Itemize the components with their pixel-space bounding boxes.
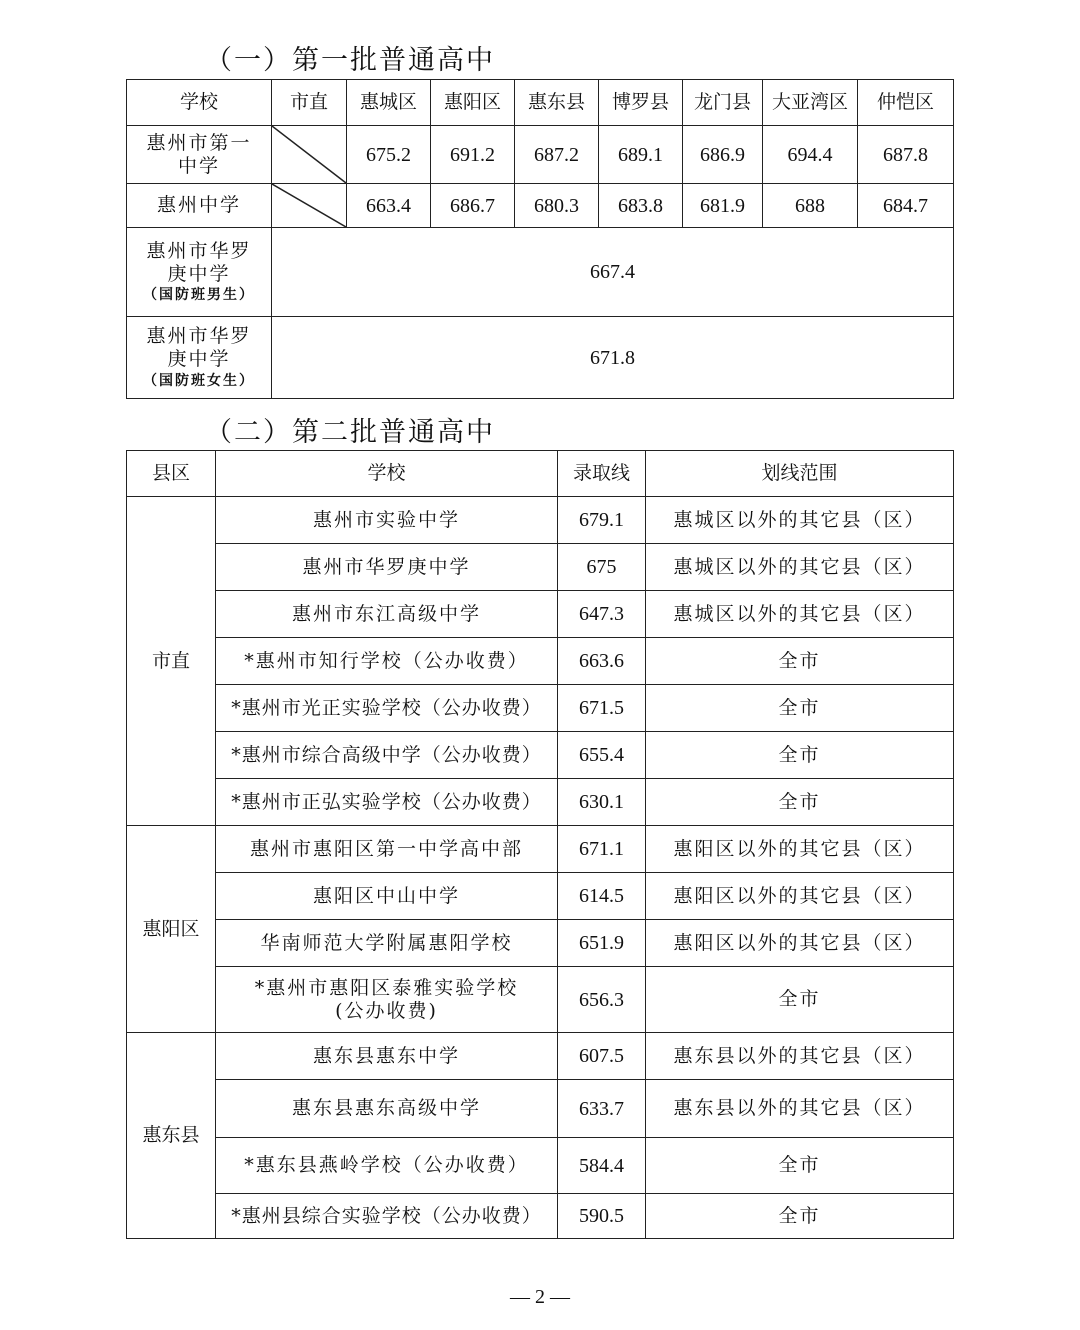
table-row bbox=[127, 497, 954, 544]
page-number: — 2 — bbox=[510, 1286, 570, 1308]
section2-title: （二）第二批普通高中 bbox=[205, 417, 495, 448]
table-row bbox=[127, 826, 954, 873]
score-cell: 675 bbox=[558, 544, 646, 591]
range-cell: 全市 bbox=[646, 1194, 954, 1239]
range-cell: 惠阳区以外的其它县（区） bbox=[646, 873, 954, 920]
header-cell: 仲恺区 bbox=[858, 80, 954, 126]
school-note: (公办收费) bbox=[335, 999, 438, 1022]
score-cell: 683.8 bbox=[599, 184, 683, 228]
score-cell: 647.3 bbox=[558, 591, 646, 638]
school-name: 惠州市华罗庚中学 （国防班男生） bbox=[127, 228, 272, 317]
school-name: *惠州市光正实验学校（公办收费） bbox=[216, 685, 558, 732]
school-name: *惠州市惠阳区泰雅实验学校 (公办收费) bbox=[216, 967, 558, 1033]
range-cell: 惠城区以外的其它县（区） bbox=[646, 497, 954, 544]
table-row bbox=[127, 1033, 954, 1080]
school-name: 惠州市实验中学 bbox=[216, 497, 558, 544]
header-cell: 市直 bbox=[272, 80, 347, 126]
header-cell: 惠东县 bbox=[515, 80, 599, 126]
header-cell: 录取线 bbox=[558, 451, 646, 497]
empty-diagonal-cell bbox=[272, 126, 347, 184]
school-name: *惠州市知行学校（公办收费） bbox=[216, 638, 558, 685]
table-row bbox=[127, 1194, 954, 1239]
first-batch-table bbox=[126, 79, 954, 399]
score-cell: 663.6 bbox=[558, 638, 646, 685]
score-cell: 671.5 bbox=[558, 685, 646, 732]
school-name: *惠州县综合实验学校（公办收费） bbox=[216, 1194, 558, 1239]
score-cell: 584.4 bbox=[558, 1138, 646, 1194]
score-cell: 656.3 bbox=[558, 967, 646, 1033]
score-cell: 688 bbox=[763, 184, 858, 228]
range-cell: 惠阳区以外的其它县（区） bbox=[646, 826, 954, 873]
school-name: 华南师范大学附属惠阳学校 bbox=[216, 920, 558, 967]
range-cell: 全市 bbox=[646, 732, 954, 779]
score-cell: 614.5 bbox=[558, 873, 646, 920]
header-cell: 学校 bbox=[127, 80, 272, 126]
score-cell: 655.4 bbox=[558, 732, 646, 779]
merged-score-cell: 671.8 bbox=[272, 317, 954, 399]
header-cell: 大亚湾区 bbox=[763, 80, 858, 126]
range-cell: 惠阳区以外的其它县（区） bbox=[646, 920, 954, 967]
school-name: 惠州市华罗庚中学 （国防班女生） bbox=[127, 317, 272, 399]
school-note: （国防班女生） bbox=[143, 372, 255, 389]
table-row bbox=[127, 1080, 954, 1138]
school-name: 惠东县惠东中学 bbox=[216, 1033, 558, 1080]
score-cell: 633.7 bbox=[558, 1080, 646, 1138]
score-cell: 607.5 bbox=[558, 1033, 646, 1080]
score-cell: 651.9 bbox=[558, 920, 646, 967]
score-cell: 687.2 bbox=[515, 126, 599, 184]
school-name: *惠东县燕岭学校（公办收费） bbox=[216, 1138, 558, 1194]
table-row bbox=[127, 873, 954, 920]
table-row bbox=[127, 317, 954, 399]
table-row bbox=[127, 126, 954, 184]
table-row bbox=[127, 638, 954, 685]
table-row bbox=[127, 591, 954, 638]
score-cell: 671.1 bbox=[558, 826, 646, 873]
district-cell: 市直 bbox=[127, 497, 216, 826]
table-row bbox=[127, 228, 954, 317]
range-cell: 惠东县以外的其它县（区） bbox=[646, 1080, 954, 1138]
table-row bbox=[127, 184, 954, 228]
range-cell: 全市 bbox=[646, 779, 954, 826]
school-name: 惠阳区中山中学 bbox=[216, 873, 558, 920]
school-name: *惠州市综合高级中学（公办收费） bbox=[216, 732, 558, 779]
score-cell: 590.5 bbox=[558, 1194, 646, 1239]
header-cell: 惠城区 bbox=[347, 80, 431, 126]
table-row bbox=[127, 685, 954, 732]
school-name: 惠州市东江高级中学 bbox=[216, 591, 558, 638]
table-header-row bbox=[127, 451, 954, 497]
school-name: 惠东县惠东高级中学 bbox=[216, 1080, 558, 1138]
table-row bbox=[127, 920, 954, 967]
range-cell: 惠东县以外的其它县（区） bbox=[646, 1033, 954, 1080]
range-cell: 全市 bbox=[646, 685, 954, 732]
header-cell: 惠阳区 bbox=[431, 80, 515, 126]
school-name: 惠州中学 bbox=[127, 184, 272, 228]
district-cell: 惠东县 bbox=[127, 1033, 216, 1239]
score-cell: 684.7 bbox=[858, 184, 954, 228]
table-row bbox=[127, 732, 954, 779]
merged-score-cell: 667.4 bbox=[272, 228, 954, 317]
school-name: 惠州市惠阳区第一中学高中部 bbox=[216, 826, 558, 873]
range-cell: 惠城区以外的其它县（区） bbox=[646, 591, 954, 638]
range-cell: 惠城区以外的其它县（区） bbox=[646, 544, 954, 591]
score-cell: 675.2 bbox=[347, 126, 431, 184]
score-cell: 680.3 bbox=[515, 184, 599, 228]
school-name: 惠州市华罗庚中学 bbox=[216, 544, 558, 591]
score-cell: 689.1 bbox=[599, 126, 683, 184]
school-note: （国防班男生） bbox=[143, 287, 255, 304]
score-cell: 681.9 bbox=[683, 184, 763, 228]
range-cell: 全市 bbox=[646, 1138, 954, 1194]
table-header-row bbox=[127, 80, 954, 126]
second-batch-table bbox=[126, 450, 954, 1239]
score-cell: 687.8 bbox=[858, 126, 954, 184]
header-cell: 划线范围 bbox=[646, 451, 954, 497]
school-name: *惠州市正弘实验学校（公办收费） bbox=[216, 779, 558, 826]
range-cell: 全市 bbox=[646, 638, 954, 685]
header-cell: 博罗县 bbox=[599, 80, 683, 126]
empty-diagonal-cell bbox=[272, 184, 347, 228]
table-row bbox=[127, 544, 954, 591]
table-row bbox=[127, 1138, 954, 1194]
section1-title: （一）第一批普通高中 bbox=[205, 45, 495, 76]
score-cell: 663.4 bbox=[347, 184, 431, 228]
school-name: 惠州市第一中学 bbox=[127, 126, 272, 184]
score-cell: 686.9 bbox=[683, 126, 763, 184]
score-cell: 691.2 bbox=[431, 126, 515, 184]
table-row bbox=[127, 967, 954, 1033]
score-cell: 694.4 bbox=[763, 126, 858, 184]
score-cell: 679.1 bbox=[558, 497, 646, 544]
district-cell: 惠阳区 bbox=[127, 826, 216, 1033]
score-cell: 686.7 bbox=[431, 184, 515, 228]
header-cell: 龙门县 bbox=[683, 80, 763, 126]
header-cell: 县区 bbox=[127, 451, 216, 497]
score-cell: 630.1 bbox=[558, 779, 646, 826]
table-row bbox=[127, 779, 954, 826]
header-cell: 学校 bbox=[216, 451, 558, 497]
range-cell: 全市 bbox=[646, 967, 954, 1033]
